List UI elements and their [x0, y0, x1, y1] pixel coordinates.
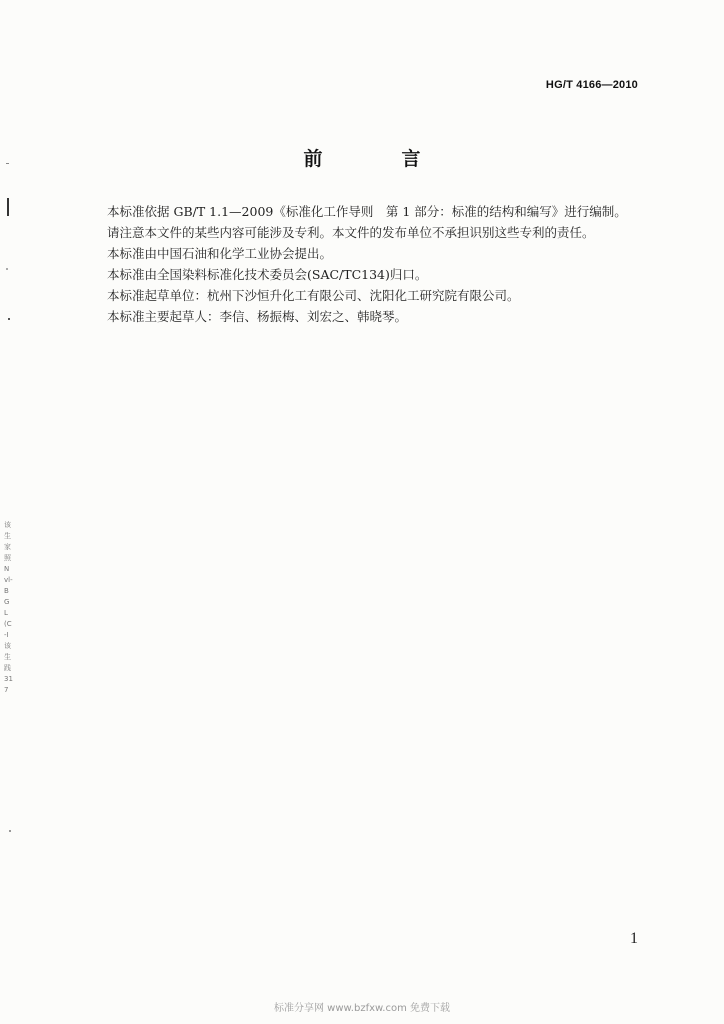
standard-code: HG/T 4166—2010	[545, 79, 638, 91]
foreword-paragraph: 本标准由中国石油和化学工业协会提出。	[107, 246, 333, 261]
foreword-paragraph: 本标准主要起草人：李信、杨振梅、刘宏之、韩晓琴。	[107, 309, 408, 324]
scan-artifact-bar	[7, 198, 9, 216]
scan-artifact-dot	[6, 268, 8, 270]
scan-artifact-dot	[8, 318, 10, 320]
foreword-paragraph: 本标准依据 GB/T 1.1—2009《标准化工作导则 第 1 部分：标准的结构和编写》进行编制。	[107, 204, 627, 219]
page-title: 前 言	[303, 148, 451, 170]
foreword-paragraph: 本标准由全国染料标准化技术委员会(SAC/TC134)归口。	[107, 267, 428, 282]
side-stamp: 该生家照Nvl-BGL(C-I该生践317	[4, 521, 13, 694]
foreword-paragraph: 请注意本文件的某些内容可能涉及专利。本文件的发布单位不承担识别这些专利的责任。	[107, 225, 595, 240]
scan-artifact-dot	[9, 830, 11, 832]
page-number: 1	[630, 930, 638, 947]
foreword-paragraph: 本标准起草单位：杭州下沙恒升化工有限公司、沈阳化工研究院有限公司。	[107, 288, 520, 303]
foreword-body	[107, 201, 647, 327]
watermark-text: 标准分享网 www.bzfxw.com 免费下载	[274, 1003, 450, 1014]
